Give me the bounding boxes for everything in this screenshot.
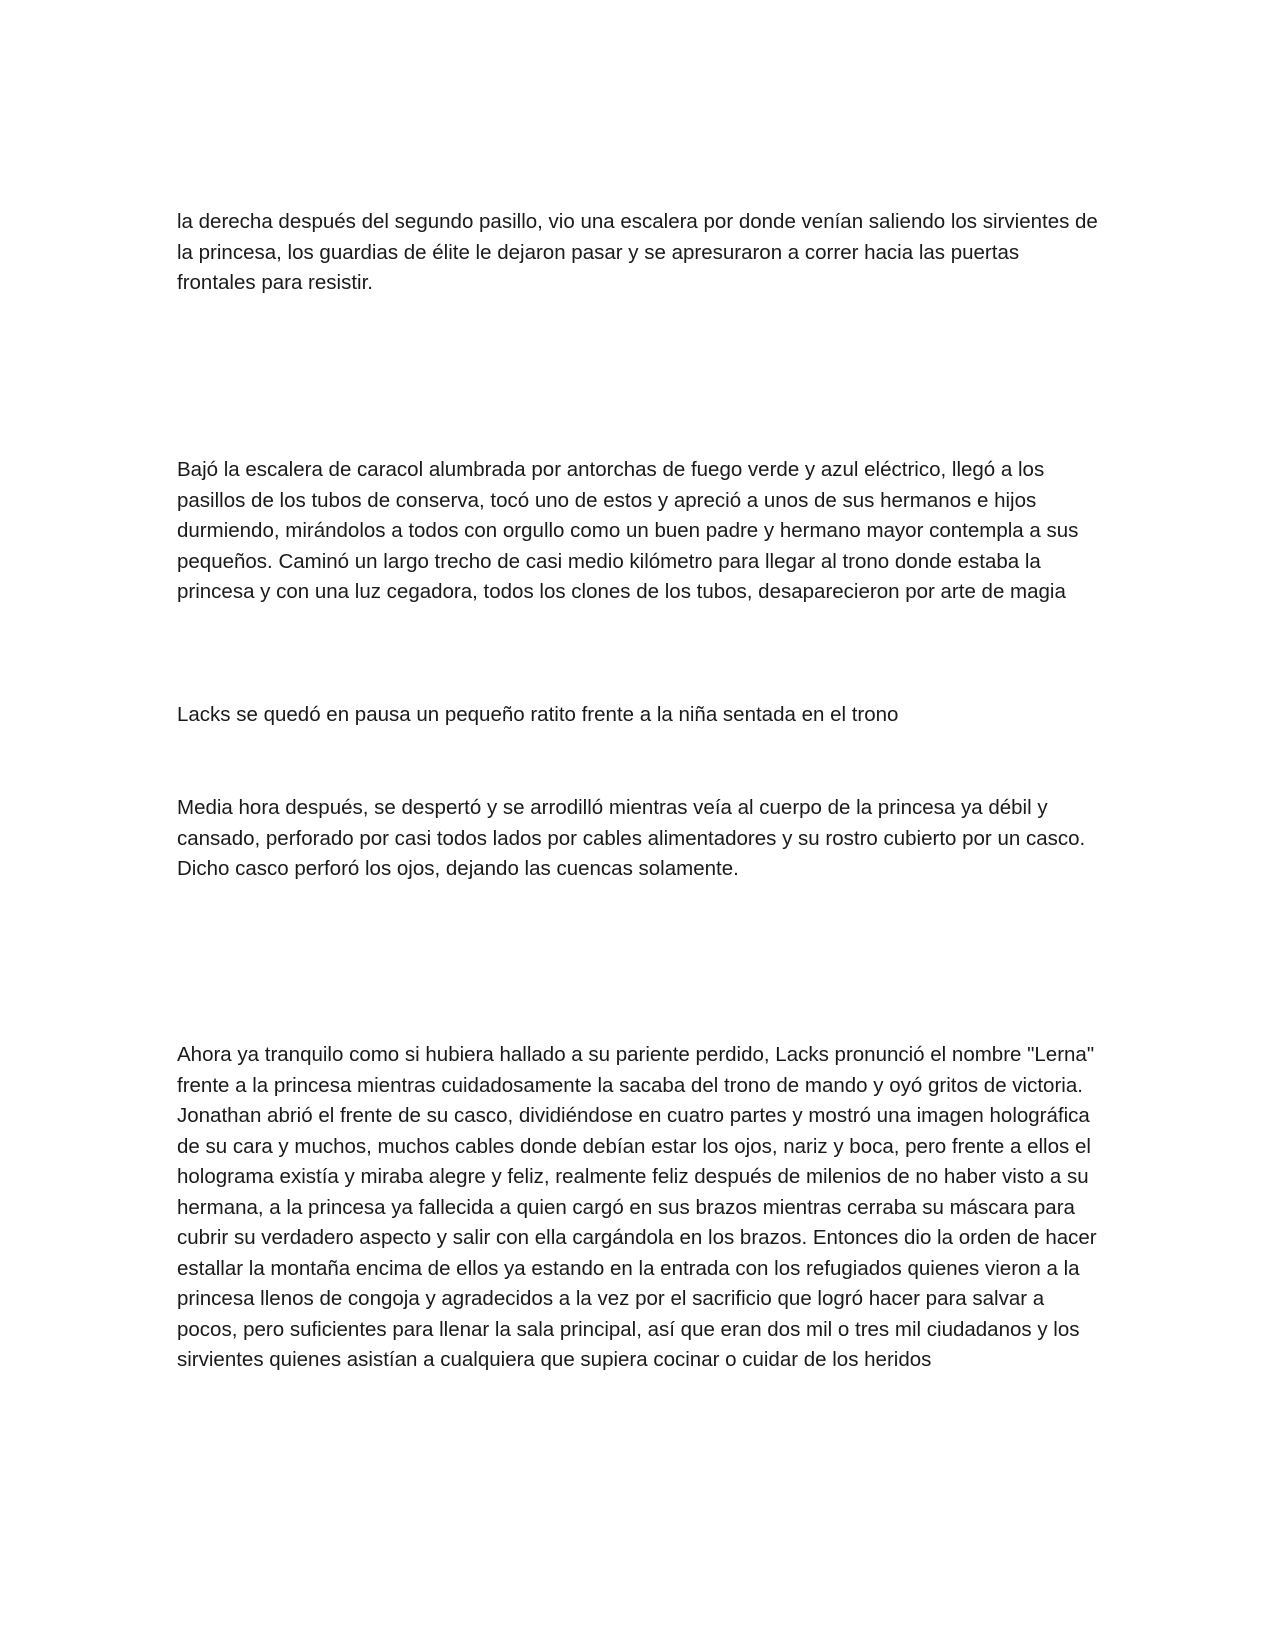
paragraph-5: Ahora ya tranquilo como si hubiera hallado a su pariente perdido, Lacks pronunció el nombre "Lerna" frente a la princesa mientras cuidadosamente la sacaba del trono de mando y oyó gritos de victoria. Jonathan abrió el frente de su casco, dividiéndose en cuatro partes y mostró una imagen holográfica de su cara y muchos, muchos cables donde debían estar los ojos, nariz y boca, pero frente a ellos el holograma existía y miraba alegre y feliz, realmente feliz después de milenios de no haber visto a su hermana, a la princesa ya fallecida a quien cargó en sus brazos mientras cerraba su máscara para cubrir su verdadero aspecto y salir con ella cargándola en los brazos. Entonces dio la orden de hacer estallar la montaña encima de ellos ya estando en la entrada con los refugiados quienes vieron a la princesa llenos de congoja y agradecidos a la vez por el sacrificio que logró hacer para salvar a pocos, pero suficientes para llenar la sala principal, así que eran dos mil o tres mil ciudadanos y los sirvientes quienes asistían a cualquiera que supiera cocinar o cuidar de los heridos [177,1043,1097,1371]
paragraph-1: la derecha después del segundo pasillo, vio una escalera por donde venían saliendo los sirvientes de la princesa, los guardias de élite le dejaron pasar y se apresuraron a correr hacia las puertas frontales para resistir. [177,210,1098,294]
paragraph-3: Lacks se quedó en pausa un pequeño ratito frente a la niña sentada en el trono [177,703,899,726]
paragraph-4: Media hora después, se despertó y se arrodilló mientras veía al cuerpo de la princesa ya débil y cansado, perforado por casi todos lados por cables alimentadores y su rostro cubierto por un casco. Dicho casco perforó los ojos, dejando las cuencas solamente. [177,796,1086,880]
paragraph-2: Bajó la escalera de caracol alumbrada por antorchas de fuego verde y azul eléctrico, llegó a los pasillos de los tubos de conserva, tocó uno de estos y apreció a unos de sus hermanos e hijos durmiendo, mirándolos a todos con orgullo como un buen padre y hermano mayor contempla a sus pequeños. Caminó un largo trecho de casi medio kilómetro para llegar al trono donde estaba la princesa y con una luz cegadora, todos los clones de los tubos, desaparecieron por arte de magia [177,458,1079,603]
